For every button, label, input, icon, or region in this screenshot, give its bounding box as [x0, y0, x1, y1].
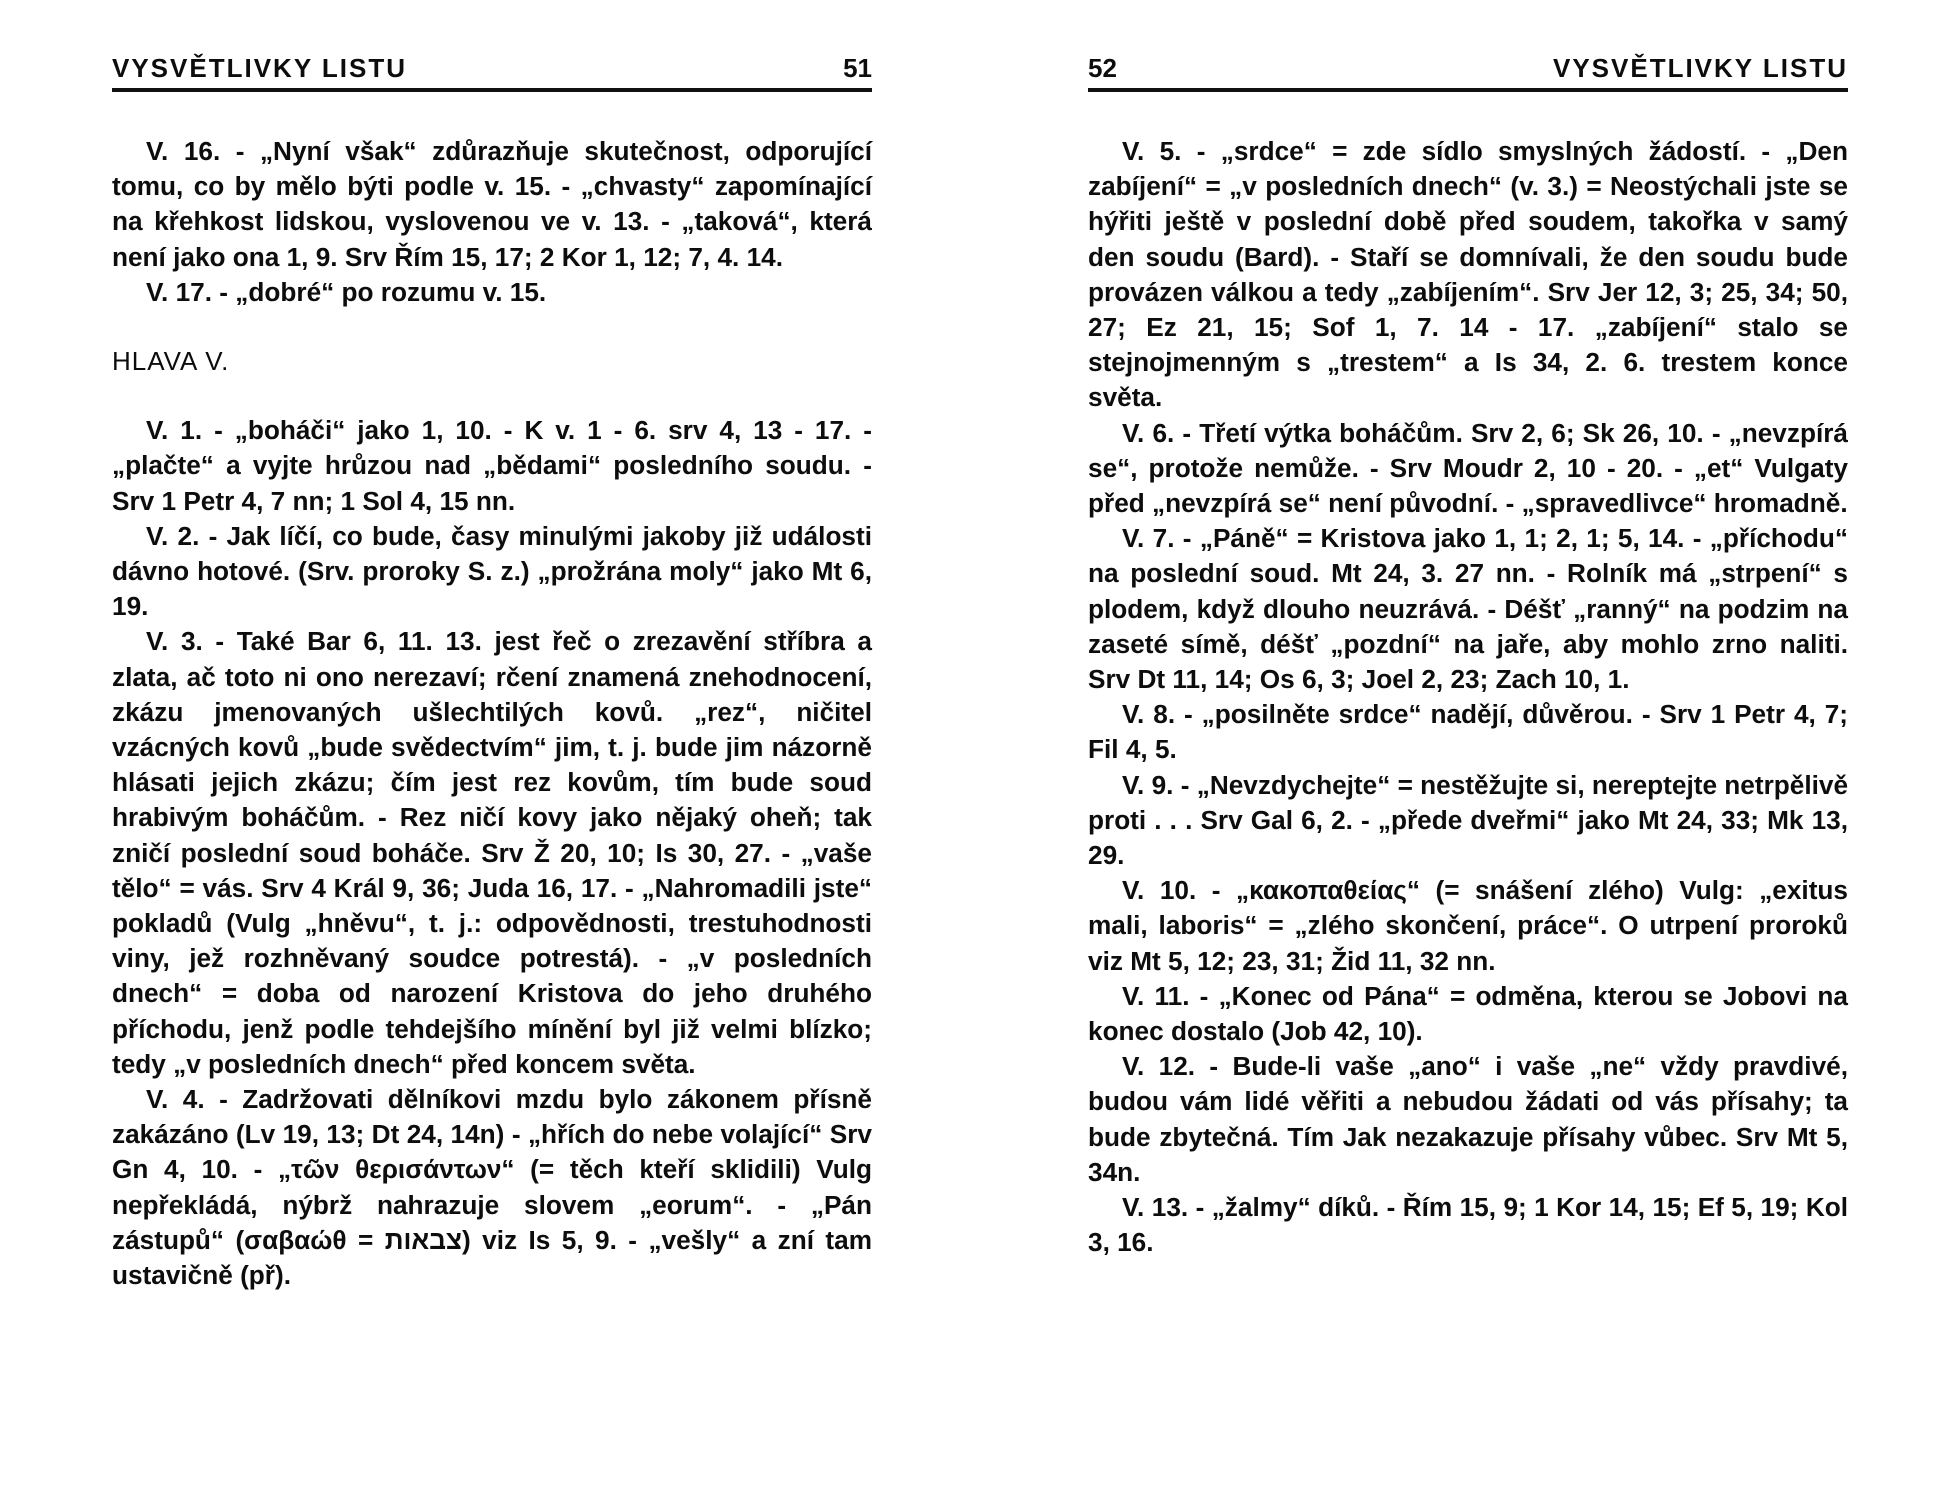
header-title: VYSVĚTLIVKY LISTU — [112, 53, 408, 83]
paragraph: V. 16. - „Nyní však“ zdůrazňuje skutečnost, odporující tomu, co by mělo býti podle v. 15. - „chvasty“ zapomínající na křehkost lidskou, vyslovenou ve v. 13. - „taková“, která není jako ona 1, 9. Srv Řím 15, 17; 2 Kor 1, 12; 7, 4. 14. — [112, 136, 872, 272]
paragraph: V. 9. - „Nevzdychejte“ = nestěžujte si, nereptejte netrpělivě proti . . . Srv Gal 6, 2. - „přede dveřmi“ jako Mt 24, 33; Mk 13, 29. — [1088, 769, 1849, 871]
running-header — [1088, 52, 1848, 92]
paragraph: V. 12. - Bude-li vaše „ano“ i vaše „ne“ vždy pravdivé, budou vám lidé věřiti a nebudou žádati od vás přísahy; ta bude zbytečná. Tím Jak nezakazuje přísahy vůbec. Srv Mt 5, 34n. — [1088, 1051, 1848, 1187]
running-header — [112, 52, 872, 92]
page-number: 52 — [1088, 53, 1117, 83]
paragraph: V. 17. - „dobré“ po rozumu v. 15. — [146, 276, 547, 307]
page-body — [112, 134, 872, 1293]
paragraph: V. 13. - „žalmy“ díků. - Řím 15, 9; 1 Kor 14, 15; Ef 5, 19; Kol 3, 16. — [1088, 1192, 1848, 1258]
header-title: VYSVĚTLIVKY LISTU — [1552, 53, 1848, 83]
paragraph: V. 5. - „srdce“ = zde sídlo smyslných žádostí. - „Den zabíjení“ = „v posledních dnech“ (v. 3.) = Neostýchali jste se hýřiti ještě v poslední době před soudem, takořka v samý den soudu (Bard). - Staří se domnívali, že den soudu bude provázen válkou a tedy „zabíjením“. Srv Jer 12, 3; 25, 34; 50, 27; Ez 21, 15; Sof 1, 7. 14 - 17. „zabíjení“ stalo se stejnojmenným s „trestem“ a Is 34, 2. 6. trestem konce světa. — [1088, 136, 1848, 413]
paragraph: V. 1. - „boháči“ jako 1, 10. - K v. 1 - 6. srv 4, 13 - 17. - „plačte“ a vyjte hrůzou nad „bědami“ posledního soudu. - Srv 1 Petr 4, 7 nn; 1 Sol 4, 15 nn. — [112, 415, 872, 516]
chapter-heading: HLAVA V. — [112, 346, 230, 377]
page-body — [1088, 134, 1848, 1261]
paragraph: V. 4. - Zadržovati dělníkovi mzdu bylo zákonem přísně zakázáno (Lv 19, 13; Dt 24, 14n) - „hřích do nebe volající“ Srv Gn 4, 10. - „τῶν θερισάντων“ (= těch kteří sklidili) Vulg nepřekládá, nýbrž nahrazuje slovem „eorum“. - „Pán zástupů“ (σαβαώθ = צבאות) viz Is 5, 9. - „vešly“ a zní tam ustavičně (př). — [112, 1084, 872, 1291]
paragraph: V. 7. - „Páně“ = Kristova jako 1, 1; 2, 1; 5, 14. - „příchodu“ na poslední soud. Mt 24, 3. 27 nn. - Rolník má „strpení“ s plodem, když dlouho neuzrává. - Déšť „ranný“ na podzim na zaseté símě, déšť „pozdní“ na jaře, aby mohlo zrno naliti. Srv Dt 11, 14; Os 6, 3; Joel 2, 23; Zach 10, 1. — [1088, 523, 1848, 695]
paragraph: V. 8. - „posilněte srdce“ nadějí, důvěrou. - Srv 1 Petr 4, 7; Fil 4, 5. — [1088, 699, 1848, 765]
paragraph: V. 6. - Třetí výtka boháčům. Srv 2, 6; Sk 26, 10. - „nevzpírá se“, protože nemůže. - Srv Moudr 2, 10 - 20. - „et“ Vulgaty před „nevzpírá se“ není původní. - „spravedlivce“ hromadně. — [1088, 417, 1848, 519]
right-page — [1088, 0, 1848, 1500]
paragraph: V. 11. - „Konec od Pána“ = odměna, kterou se Jobovi na konec dostalo (Job 42, 10). — [1088, 980, 1848, 1047]
paragraph: V. 2. - Jak líčí, co bude, časy minulými jakoby již události dávno hotové. (Srv. proroky S. z.) „prožrána moly“ jako Mt 6, 19. — [112, 520, 872, 622]
page-number: 51 — [843, 53, 872, 83]
left-page — [112, 0, 872, 1500]
paragraph: V. 3. - Také Bar 6, 11. 13. jest řeč o zrezavění stříbra a zlata, ač toto ni ono nerezaví; rčení znamená znehodnocení, zkázu jmenovaných ušlechtilých kovů. „rez“, ničitel vzácných kovů „bude svědectvím“ jim, t. j. bude jim názorně hlásati jejich zkázu; čím jest rez kovům, tím bude soud hrabivým boháčům. - Rez ničí kovy jako nějaký oheň; tak zničí poslední soud boháče. Srv Ž 20, 10; Is 30, 27. - „vaše tělo“ = vás. Srv 4 Král 9, 36; Juda 16, 17. - „Nahromadili jste“ pokladů (Vulg „hněvu“, t. j.: odpovědnosti, trestuhodnosti viny, jež rozhněvaný soudce potrestá). - „v posledních dnech“ = doba od narození Kristova do jeho druhého příchodu, jenž podle tehdejšího mínění byl již velmi blízko; tedy „v posledních dnech“ před koncem světa. — [112, 626, 872, 1079]
paragraph: V. 10. - „κακοπαθείας“ (= snášení zlého) Vulg: „exitus mali, laboris“ = „zlého skončení, práce“. O utrpení proroků viz Mt 5, 12; 23, 31; Žid 11, 32 nn. — [1088, 875, 1848, 976]
